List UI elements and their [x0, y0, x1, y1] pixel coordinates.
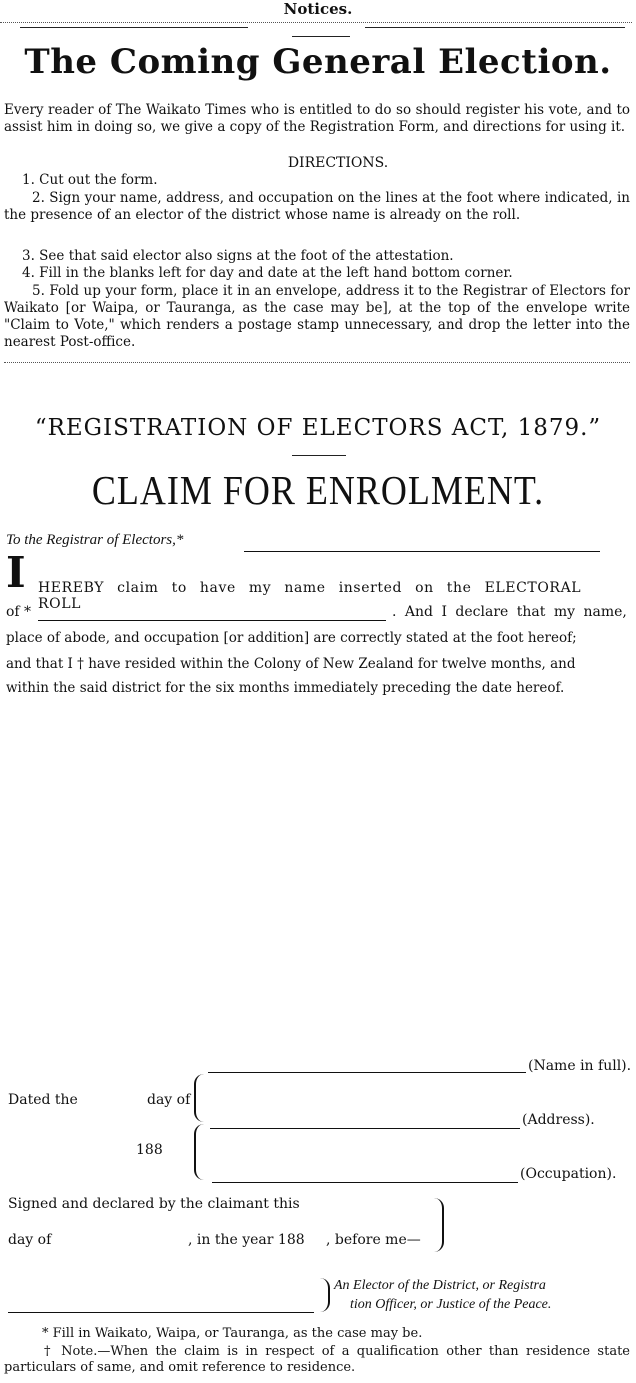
- claim-line-4: and that I † have resided within the Colony of New Zealand for twelve months, and: [6, 656, 576, 672]
- header-rule-right: [365, 27, 625, 28]
- name-field[interactable]: [208, 1072, 526, 1073]
- direction-step-5: 5. Fold up your form, place it in an envelope, address it to the Registrar of Electors for Waikato [or Waipa, or Tauranga, as the case may be], at the top of the envelope write "Claim to Vote," which renders a postage stamp unnecessary, and drop the letter into the nearest Post-office.: [4, 283, 630, 350]
- address-label: (Address).: [522, 1112, 595, 1128]
- elector-line-1: An Elector of the District, or Registra: [334, 1278, 546, 1293]
- header-rule-center: [292, 36, 350, 37]
- occupation-field[interactable]: [212, 1182, 518, 1183]
- claim-of-label: of *: [6, 604, 32, 620]
- claim-dropcap: I: [6, 548, 26, 597]
- in-the-year-label: , in the year 188: [188, 1232, 305, 1248]
- notice-bottom-rule: [4, 362, 630, 363]
- electoral-roll-district-field[interactable]: [38, 620, 386, 621]
- directions-heading: DIRECTIONS.: [287, 155, 389, 171]
- year-188-label: 188: [136, 1142, 163, 1158]
- notice-intro: Every reader of The Waikato Times who is entitled to do so should register his vote, and to assist him in doing so, we give a copy of the Registration Form, and directions for using it.: [4, 102, 630, 135]
- act-title-underline: [292, 455, 346, 456]
- direction-step-1: 1. Cut out the form.: [22, 172, 158, 188]
- act-title: “REGISTRATION OF ELECTORS ACT, 1879.”: [34, 415, 602, 441]
- section-header: Notices.: [283, 0, 353, 18]
- before-me-label: , before me—: [326, 1232, 421, 1248]
- witness-brace: [432, 1198, 444, 1252]
- claim-line-5: within the said district for the six months immediately preceding the date hereof.: [6, 680, 565, 696]
- registrar-district-field[interactable]: [244, 551, 600, 552]
- elector-line-2: tion Officer, or Justice of the Peace.: [350, 1297, 552, 1312]
- claim-declare: . And I declare that my name,: [392, 604, 627, 620]
- to-registrar-label: To the Registrar of Electors,*: [6, 532, 184, 548]
- elector-brace: [318, 1278, 330, 1312]
- signed-declared-label: Signed and declared by the claimant this: [8, 1196, 300, 1212]
- claim-line-1: HEREBY claim to have my name inserted on the ELECTORAL ROLL: [38, 580, 582, 612]
- direction-step-4: 4. Fill in the blanks left for day and date at the left hand bottom corner.: [22, 265, 513, 281]
- date-brace-bottom: [194, 1124, 208, 1180]
- day-of-label: day of: [147, 1092, 191, 1108]
- name-label: (Name in full).: [528, 1058, 632, 1074]
- notice-title: The Coming General Election.: [24, 42, 612, 82]
- claim-title: CLAIM FOR ENROLMENT.: [91, 467, 545, 514]
- date-brace-top: [194, 1074, 208, 1122]
- header-dotted-rule: [0, 22, 632, 23]
- dated-the-label: Dated the: [8, 1092, 78, 1108]
- direction-step-3: 3. See that said elector also signs at the foot of the attestation.: [22, 248, 454, 264]
- footnote-2: † Note.—When the claim is in respect of a qualification other than residence state particulars of same, and omit reference to residence.: [4, 1344, 630, 1375]
- address-field[interactable]: [210, 1128, 520, 1129]
- footnote-1: * Fill in Waikato, Waipa, or Tauranga, as the case may be.: [42, 1326, 423, 1341]
- witness-signature-field[interactable]: [8, 1312, 314, 1313]
- occupation-label: (Occupation).: [520, 1166, 617, 1182]
- direction-step-2: 2. Sign your name, address, and occupation on the lines at the foot where indicated, in the presence of an elector of the district whose name is already on the roll.: [4, 190, 630, 223]
- day-of-2-label: day of: [8, 1232, 52, 1248]
- header-rule-left: [20, 27, 248, 28]
- claim-line-3: place of abode, and occupation [or addition] are correctly stated at the foot hereof;: [6, 630, 577, 646]
